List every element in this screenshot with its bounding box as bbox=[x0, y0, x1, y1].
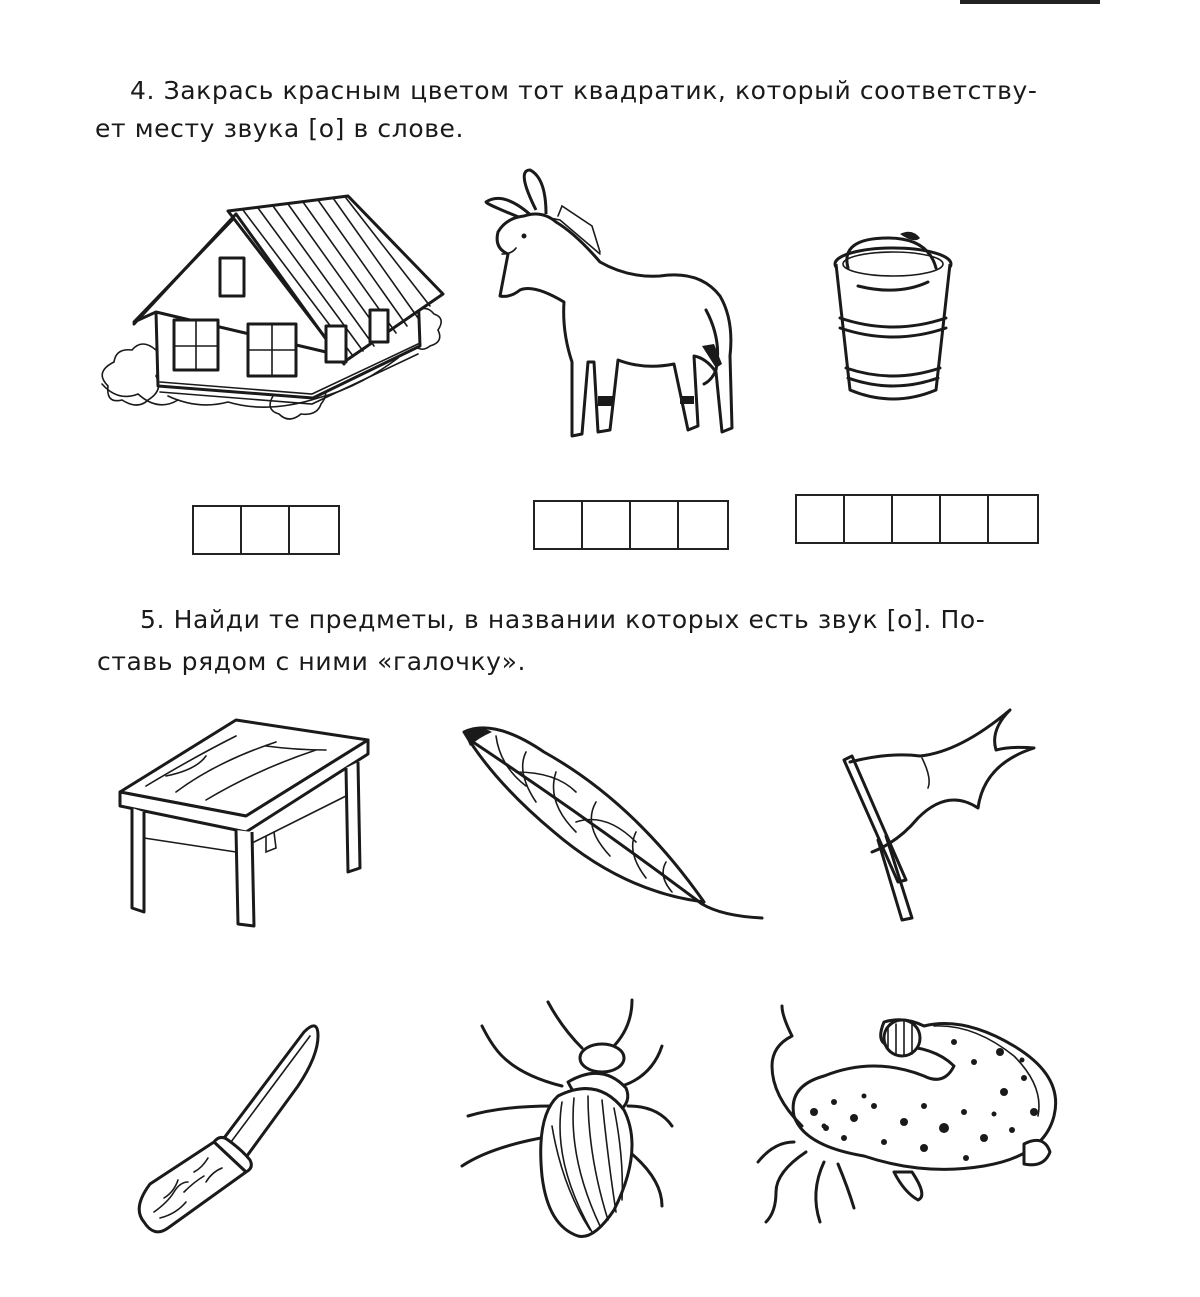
sound-box[interactable] bbox=[535, 502, 583, 548]
sound-box[interactable] bbox=[989, 496, 1037, 542]
feather-icon[interactable] bbox=[456, 722, 768, 922]
flag-icon[interactable] bbox=[842, 708, 1046, 922]
sound-box[interactable] bbox=[194, 507, 242, 553]
beetle-icon[interactable] bbox=[462, 996, 672, 1240]
sound-box[interactable] bbox=[290, 507, 338, 553]
sound-box[interactable] bbox=[941, 496, 989, 542]
sound-box[interactable] bbox=[631, 502, 679, 548]
knife-icon[interactable] bbox=[134, 1022, 324, 1242]
task4-instruction-line1: 4. Закрась красным цветом тот квадратик, который соответству- bbox=[130, 76, 1038, 105]
donkey-sound-boxes bbox=[533, 500, 729, 550]
sound-box[interactable] bbox=[679, 502, 727, 548]
top-border-fragment bbox=[960, 0, 1100, 4]
bucket-sound-boxes bbox=[795, 494, 1039, 544]
sound-box[interactable] bbox=[583, 502, 631, 548]
house-icon bbox=[98, 186, 453, 438]
bucket-icon bbox=[828, 228, 958, 408]
donkey-icon bbox=[480, 170, 740, 420]
task5-instruction-line1: 5. Найди те предметы, в названии которых есть звук [о]. По- bbox=[140, 605, 986, 634]
sound-box[interactable] bbox=[893, 496, 941, 542]
task4-instruction-line2: ет месту звука [о] в слове. bbox=[95, 114, 465, 143]
catfish-icon[interactable] bbox=[754, 1002, 1064, 1242]
sound-box[interactable] bbox=[845, 496, 893, 542]
table-icon[interactable] bbox=[116, 716, 374, 928]
sound-box[interactable] bbox=[242, 507, 290, 553]
house-sound-boxes bbox=[192, 505, 340, 555]
task5-instruction-line2: ставь рядом с ними «галочку». bbox=[97, 647, 527, 676]
sound-box[interactable] bbox=[797, 496, 845, 542]
